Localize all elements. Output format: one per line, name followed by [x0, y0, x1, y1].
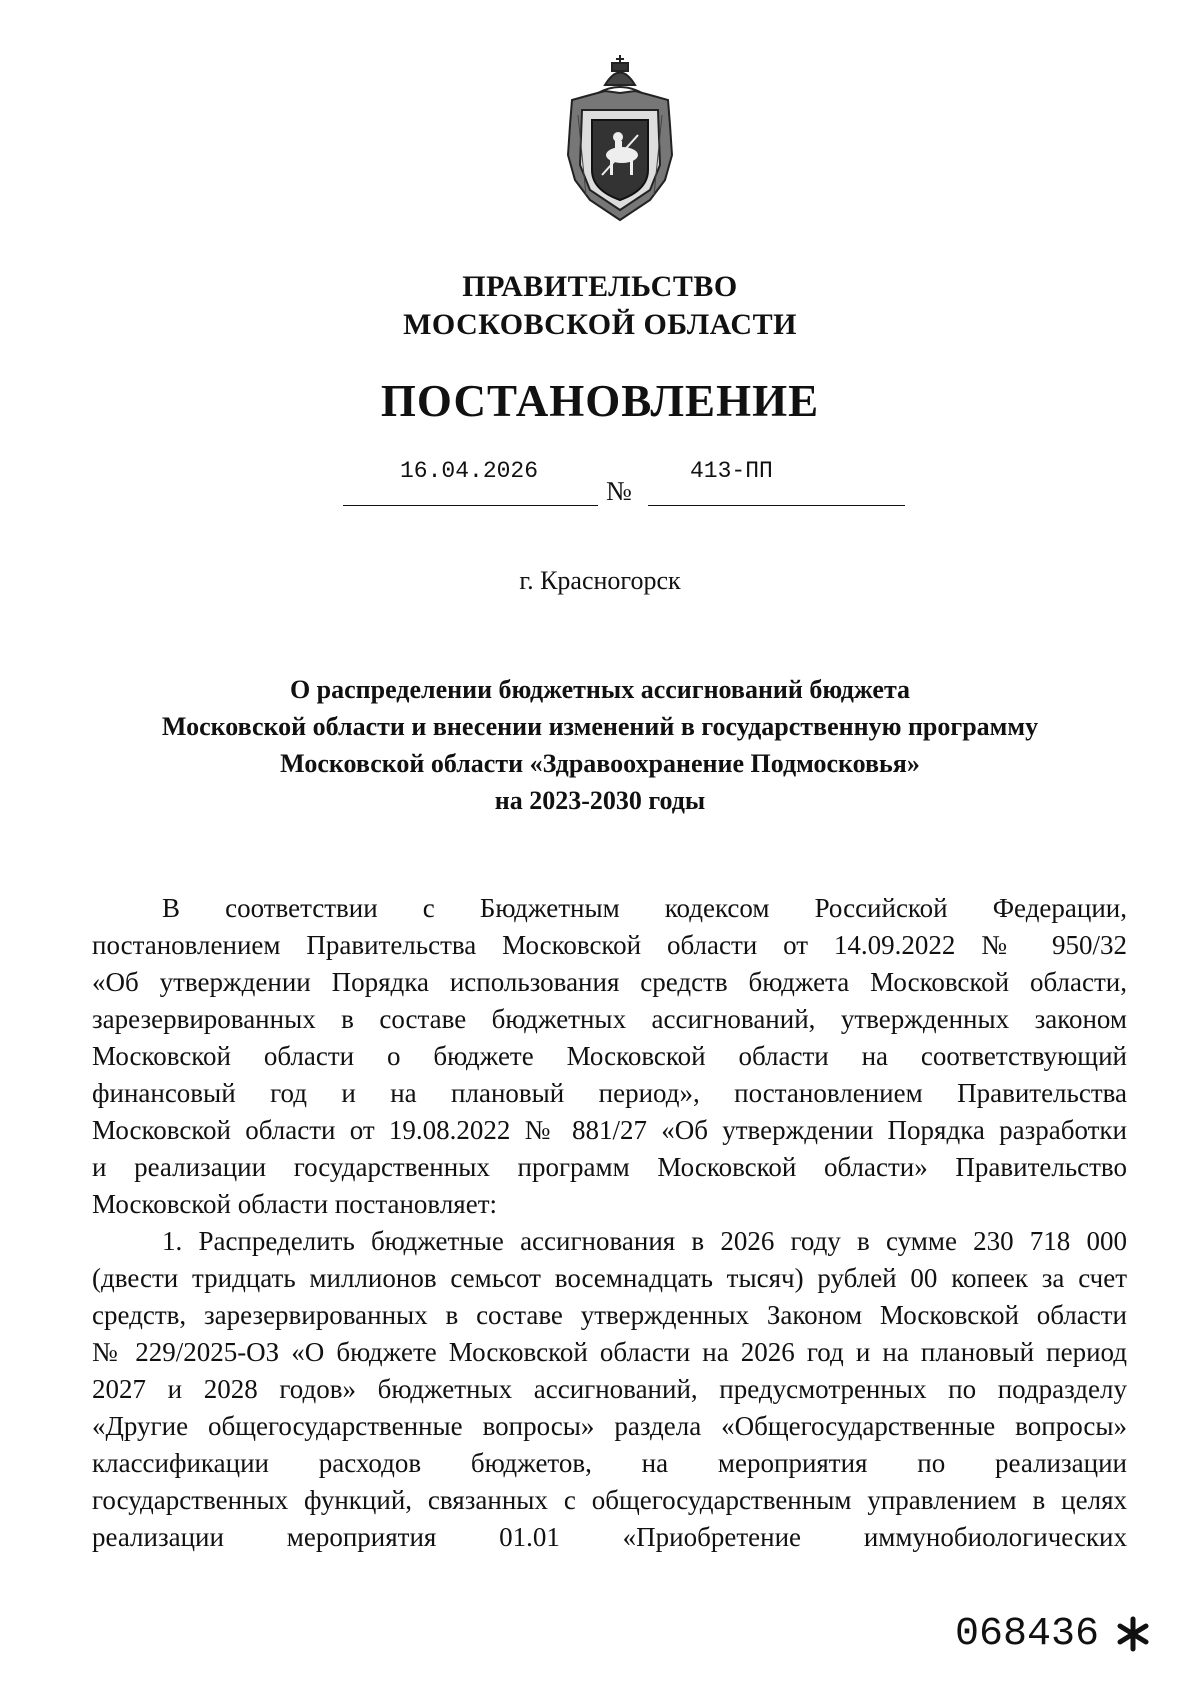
body-line: (двести тридцать миллионов семьсот восемнадцать тысяч) рублей 00 копеек за счет [92, 1263, 1127, 1293]
body-line: реализации мероприятия 01.01 «Приобретение иммунобиологических [92, 1522, 1127, 1552]
title-line: Московской области «Здравоохранение Подмосковья» [280, 749, 920, 778]
number-underline [648, 505, 905, 506]
document-date: 16.04.2026 [400, 458, 539, 484]
body-line: классификации расходов бюджетов, на мероприятия по реализации [92, 1448, 1127, 1478]
crown-icon [598, 55, 642, 93]
coat-of-arms-emblem [560, 55, 680, 225]
body-line: «Об утверждении Порядка использования средств бюджета Московской области, [92, 967, 1127, 997]
city: г. Красногорск [519, 566, 681, 595]
asterisk-icon [1115, 1616, 1151, 1652]
body-line: Московской области о бюджете Московской области на соответствующий [92, 1041, 1127, 1071]
body-line: финансовый год и на плановый период», постановлением Правительства [92, 1078, 1127, 1108]
body-line: и реализации государственных программ Московской области» Правительство [92, 1152, 1127, 1182]
body-line: Московской области постановляет: [92, 1189, 497, 1219]
title-line: на 2023-2030 годы [494, 786, 706, 815]
government-name-line2: МОСКОВСКОЙ ОБЛАСТИ [403, 308, 797, 341]
body-line: 2027 и 2028 годов» бюджетных ассигнований, предусмотренных по подразделу [92, 1374, 1127, 1404]
title-line: Московской области и внесении изменений в государственную программу [161, 712, 1039, 741]
title-line: О распределении бюджетных ассигнований бюджета [289, 675, 911, 704]
body-line: средств, зарезервированных в составе утвержденных Законом Московской области [92, 1300, 1127, 1330]
body-line: постановлением Правительства Московской области от 14.09.2022 № 950/32 [92, 930, 1127, 960]
number-sign: № [606, 476, 632, 506]
body-line: 1. Распределить бюджетные ассигнования в 2026 году в сумме 230 718 000 [162, 1226, 1127, 1256]
body-line: зарезервированных в составе бюджетных ассигнований, утвержденных законом [92, 1004, 1127, 1034]
body-line: Московской области от 19.08.2022 № 881/27 «Об утверждении Порядка разработки [92, 1115, 1127, 1145]
document-number: 413-ПП [690, 458, 773, 484]
body-line: «Другие общегосударственные вопросы» раздела «Общегосударственные вопросы» [92, 1411, 1127, 1441]
body-line: В соответствии с Бюджетным кодексом Российской Федерации, [162, 893, 1127, 923]
body-line: № 229/2025-ОЗ «О бюджете Московской области на 2026 год и на плановый период [92, 1337, 1127, 1367]
serial-number: 068436 [955, 1612, 1100, 1657]
body-line: государственных функций, связанных с общегосударственным управлением в целях [92, 1485, 1127, 1515]
government-name-line1: ПРАВИТЕЛЬСТВО [462, 270, 738, 303]
date-underline [343, 505, 598, 506]
document-type: ПОСТАНОВЛЕНИЕ [380, 376, 820, 426]
